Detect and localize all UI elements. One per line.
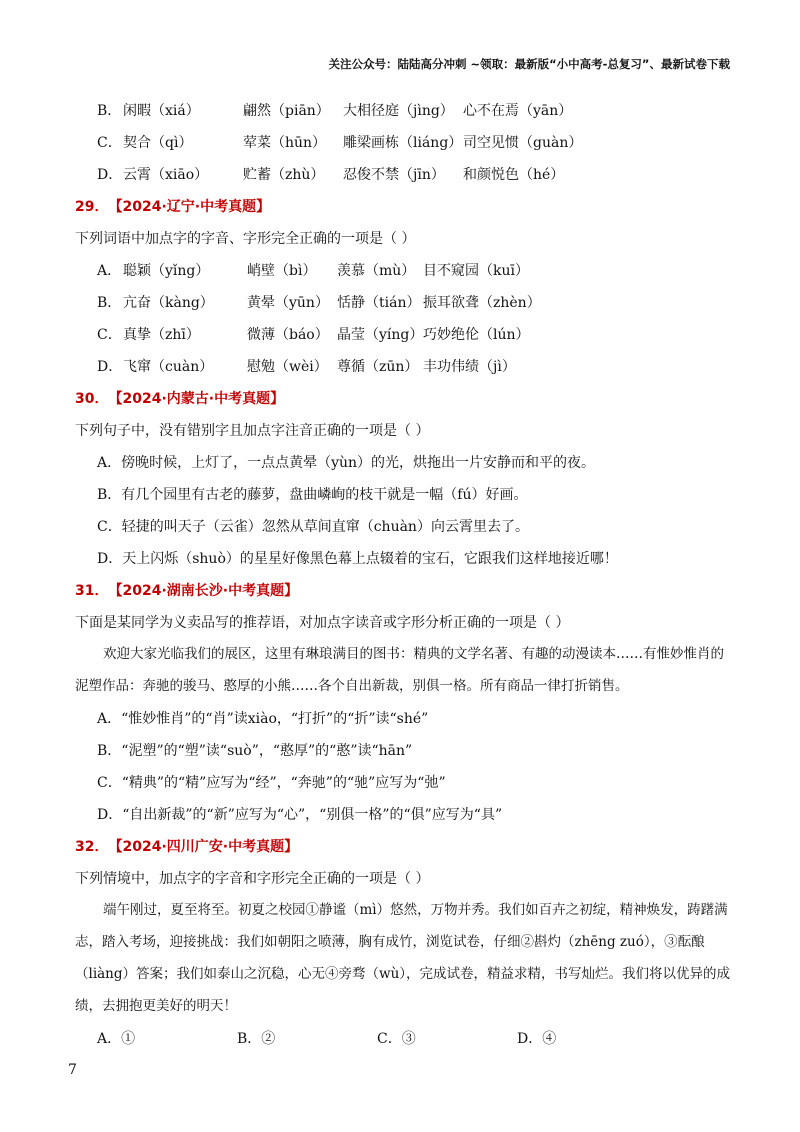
option-cell: 翩然（piān） bbox=[243, 103, 330, 119]
question-number: 30． bbox=[75, 391, 109, 407]
question-stem: 下列词语中加点字的字音、字形完全正确的一项是（ ） bbox=[75, 231, 416, 247]
question-stem: 下列情境中，加点字的字音和字形完全正确的一项是（ ） bbox=[75, 871, 430, 887]
option-row bbox=[75, 158, 735, 190]
reading-passage: 端午刚过，夏至将至。初夏之校园①静谧（mì）悠然，万物并秀。我们如百卉之初绽，精神焕发，踌躇满志，踏入考场，迎接挑战：我们如朝阳之喷薄，胸有成竹，浏览试卷，仔细②斟灼（zhēng zuó），③酝酿（liàng）答案；我们如泰山之沉稳，心无④旁骛（wù），完成试卷，精益求精，书写灿烂。我们将以优异的成绩，去拥抱更美好的明天！ bbox=[75, 902, 731, 1014]
option-row bbox=[75, 350, 735, 382]
option-cell: 闲暇（xiá） bbox=[123, 103, 200, 119]
question-stem: 下列句子中，没有错别字且加点字注音正确的一项是（ ） bbox=[75, 423, 430, 439]
question-number: 31． bbox=[75, 583, 109, 599]
option-label: D． bbox=[97, 167, 123, 183]
question-stem: 下面是某同学为义卖品写的推荐语，对加点字读音或字形分析正确的一项是（ ） bbox=[75, 615, 570, 631]
option-sentence: C．轻捷的叫天子（云雀）忽然从草间直窜（chuàn）向云霄里去了。 bbox=[97, 519, 529, 535]
option-cell: 和颜悦色（hé） bbox=[463, 167, 565, 183]
option-row bbox=[75, 94, 735, 126]
option-cell: 聪颖（yǐng） bbox=[123, 263, 210, 279]
option-cell: 峭壁（bì） bbox=[247, 263, 317, 279]
page-header: 关注公众号：陆陆高分冲刺 ~领取：最新版“小中高考-总复习”、最新试卷下载 bbox=[328, 57, 730, 71]
option-cell: 微薄（báo） bbox=[247, 327, 329, 343]
option-cell: 忍俊不禁（jīn） bbox=[343, 167, 445, 183]
option-cell: 云霄（xiāo） bbox=[123, 167, 209, 183]
document-body bbox=[75, 94, 735, 1054]
option-sentence: B．“泥塑”的“塑”读“suò”，“憨厚”的“憨”读“hān” bbox=[97, 743, 413, 759]
option-cell: 契合（qì） bbox=[123, 135, 193, 151]
option-cell: 真挚（zhī） bbox=[123, 327, 200, 343]
option-cell: 目不窥园（kuī） bbox=[423, 263, 529, 279]
question-number: 32． bbox=[75, 839, 109, 855]
option-cell: 丰功伟绩（jì） bbox=[423, 359, 516, 375]
option-cell: 贮蓄（zhù） bbox=[243, 167, 325, 183]
option-row bbox=[75, 318, 735, 350]
option-row bbox=[75, 126, 735, 158]
option-label: C． bbox=[97, 135, 122, 151]
question-source: 【2024·四川广安·中考真题】 bbox=[108, 839, 299, 855]
option-cell: 振耳欲聋（zhèn） bbox=[423, 295, 541, 311]
option-label: C． bbox=[97, 327, 122, 343]
choice-d: D．④ bbox=[517, 1031, 557, 1047]
choice-b: B．② bbox=[237, 1031, 276, 1047]
option-cell: 晶莹（yíng） bbox=[337, 327, 424, 343]
option-cell: 慰勉（wèi） bbox=[247, 359, 328, 375]
q29-options bbox=[75, 254, 735, 382]
question-heading bbox=[75, 830, 735, 862]
option-row bbox=[75, 254, 735, 286]
option-sentence: B．有几个园里有古老的藤萝，盘曲嶙峋的枝干就是一幅（fú）好画。 bbox=[97, 487, 528, 503]
question-heading bbox=[75, 574, 735, 606]
option-cell: 黄晕（yūn） bbox=[247, 295, 329, 311]
option-cell: 心不在焉（yān） bbox=[463, 103, 573, 119]
option-cell: 飞窜（cuàn） bbox=[123, 359, 214, 375]
page-number: 7 bbox=[68, 1062, 77, 1078]
option-label: B． bbox=[97, 295, 122, 311]
option-row bbox=[75, 286, 735, 318]
option-cell: 恬静（tián） bbox=[337, 295, 421, 311]
option-sentence: D．“自出新裁”的“新”应写为“心”，“别俱一格”的“俱”应写为“具” bbox=[97, 807, 503, 823]
question-heading bbox=[75, 382, 735, 414]
option-sentence: C．“精典”的“精”应写为“经”，“奔驰”的“驰”应写为“弛” bbox=[97, 775, 446, 791]
choice-c: C．③ bbox=[377, 1031, 416, 1047]
question-number: 29． bbox=[75, 199, 109, 215]
option-cell: 巧妙绝伦（lún） bbox=[423, 327, 530, 343]
option-cell: 大相径庭（jìng） bbox=[343, 103, 454, 119]
reading-passage: 欢迎大家光临我们的展区，这里有琳琅满目的图书：精典的文学名著、有趣的动漫读本……有惟妙惟肖的泥塑作品：奔驰的骏马、憨厚的小熊……各个自出新裁，别俱一格。所有商品一律打折销售。 bbox=[75, 646, 724, 694]
question-heading bbox=[75, 190, 735, 222]
option-cell: 荤菜（hūn） bbox=[243, 135, 327, 151]
option-cell: 羡慕（mù） bbox=[337, 263, 416, 279]
option-cell: 司空见惯（guàn） bbox=[463, 135, 583, 151]
option-label: A． bbox=[97, 263, 122, 279]
choice-row bbox=[75, 1022, 735, 1054]
option-cell: 亢奋（kàng） bbox=[123, 295, 214, 311]
option-cell: 雕梁画栋（liáng） bbox=[343, 135, 463, 151]
question-source: 【2024·内蒙古·中考真题】 bbox=[108, 391, 285, 407]
q28-options bbox=[75, 94, 735, 190]
option-label: D． bbox=[97, 359, 123, 375]
option-cell: 尊循（zūn） bbox=[337, 359, 419, 375]
option-sentence: A．“惟妙惟肖”的“肖”读xiào，“打折”的“折”读“shé” bbox=[97, 711, 429, 727]
question-source: 【2024·辽宁·中考真题】 bbox=[108, 199, 271, 215]
option-sentence: D．天上闪烁（shuò）的星星好像黑色幕上点辍着的宝石，它跟我们这样地接近哪！ bbox=[97, 551, 618, 567]
question-source: 【2024·湖南长沙·中考真题】 bbox=[108, 583, 299, 599]
option-label: B． bbox=[97, 103, 122, 119]
option-sentence: A．傍晚时候，上灯了，一点点黄晕（yùn）的光，烘拖出一片安静而和平的夜。 bbox=[97, 455, 596, 471]
choice-a: A．① bbox=[97, 1031, 136, 1047]
